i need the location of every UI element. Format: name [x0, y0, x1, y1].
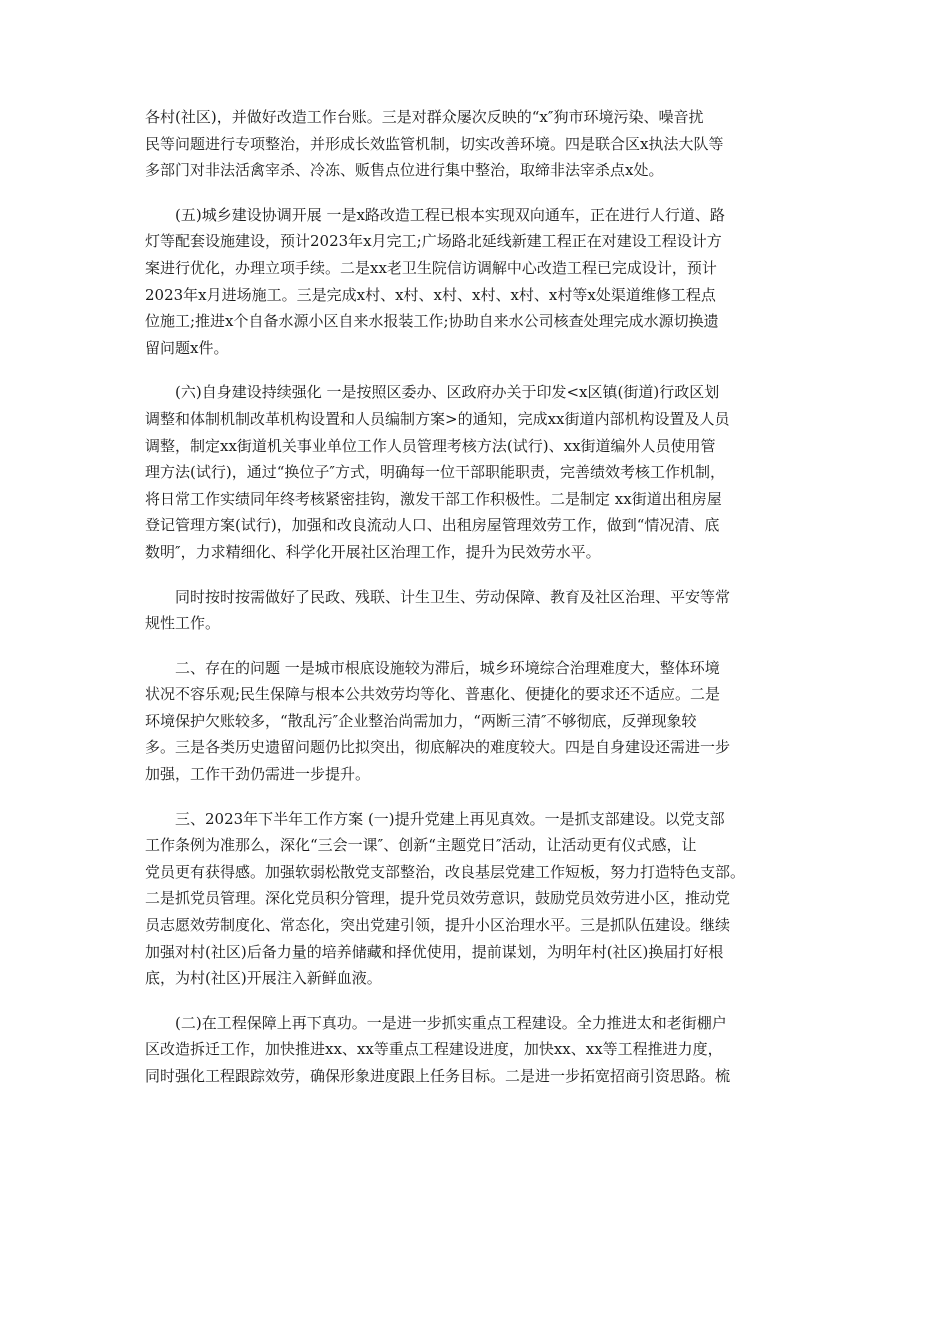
text-line: 案进行优化，办理立项手续。二是xx老卫生院信访调解中心改造工程已完成设计，预计	[145, 258, 717, 277]
text-line: 底，为村(社区)开展注入新鲜血液。	[145, 969, 382, 988]
text-line: 留问题x件。	[145, 338, 229, 357]
text-line: 同时按时按需做好了民政、残联、计生卫生、劳动保障、教育及社区治理、平安等常	[175, 587, 731, 606]
text-line: 将日常工作实绩同年终考核紧密挂钩，激发干部工作积极性。二是制定 xx街道出租房屋	[145, 489, 722, 508]
text-line: 规性工作。	[145, 614, 221, 633]
text-line: 党员更有获得感。加强软弱松散党支部整治，改良基层党建工作短板，努力打造特色支部。	[145, 862, 746, 881]
text-line: 加强，工作干劲仍需进一步提升。	[145, 765, 371, 784]
document-page	[145, 104, 805, 1108]
text-line: 加强对村(社区)后备力量的培养储藏和择优使用，提前谋划，为明年村(社区)换届打好根	[145, 942, 724, 961]
text-line: 多。三是各类历史遗留问题仍比拟突出，彻底解决的难度较大。四是自身建设还需进一步	[145, 738, 731, 757]
text-line: 灯等配套设施建设，预计2023年x月完工;广场路北延线新建工程正在对建设工程设计方	[145, 232, 722, 251]
text-line: 登记管理方案(试行)，加强和改良流动人口、出租房屋管理效劳工作，做到“情况清、底	[145, 516, 720, 535]
paragraph-urban-rural-construction	[145, 202, 805, 362]
text-line: 多部门对非法活禽宰杀、冷冻、贩售点位进行集中整治，取缔非法宰杀点x处。	[145, 161, 664, 180]
text-line: 调整，制定xx街道机关事业单位工作人员管理考核方法(试行)、xx街道编外人员使用管	[145, 436, 716, 455]
paragraph-village-rectification	[145, 104, 805, 184]
text-line: 区改造拆迁工作，加快推进xx、xx等重点工程建设进度，加快xx、xx等工程推进力度，	[145, 1040, 723, 1059]
text-line: 二、存在的问题 一是城市根底设施较为滞后，城乡环境综合治理难度大，整体环境	[175, 658, 720, 677]
text-line: 民等问题进行专项整治，并形成长效监管机制，切实改善环境。四是联合区x执法大队等	[145, 134, 724, 153]
text-line: 工作条例为准那么，深化“三会一课″、创新“主题党日″活动，让活动更有仪式感，让	[145, 836, 697, 855]
text-line: 状况不容乐观;民生保障与根本公共效劳均等化、普惠化、便捷化的要求还不适应。二是	[145, 685, 721, 704]
text-line: (二)在工程保障上再下真功。一是进一步抓实重点工程建设。全力推进太和老街棚户	[175, 1013, 727, 1032]
text-line: 2023年x月进场施工。三是完成x村、x村、x村、x村、x村、x村等x处渠道维修工程点	[145, 285, 716, 304]
text-line: (六)自身建设持续强化 一是按照区委办、区政府办关于印发<x区镇(街道)行政区划	[175, 383, 720, 402]
text-line: 同时强化工程跟踪效劳，确保形象进度跟上任务目标。二是进一步拓宽招商引资思路。梳	[145, 1067, 731, 1085]
paragraph-second-half-plan	[145, 806, 805, 992]
text-line: 环境保护欠账较多，“散乱污″企业整治尚需加力，“两断三清″不够彻底，反弹现象较	[145, 711, 697, 730]
text-line: 二是抓党员管理。深化党员积分管理，提升党员效劳意识，鼓励党员效劳进小区，推动党	[145, 889, 731, 908]
paragraph-routine-work	[145, 584, 805, 637]
paragraph-project-guarantee	[145, 1010, 805, 1090]
text-line: 位施工;推进x个自备水源小区自来水报装工作;协助自来水公司核查处理完成水源切换遗	[145, 312, 719, 331]
text-line: 三、2023年下半年工作方案 (一)提升党建上再见真效。一是抓支部建设。以党支部	[175, 809, 725, 828]
text-line: 理方法(试行)，通过“换位子″方式，明确每一位干部职能职责，完善绩效考核工作机制，	[145, 463, 725, 482]
text-line: 员志愿效劳制度化、常态化，突出党建引领，提升小区治理水平。三是抓队伍建设。继续	[145, 916, 731, 935]
paragraph-existing-problems	[145, 655, 805, 788]
text-line: 调整和体制机制改革机构设置和人员编制方案>的通知，完成xx街道内部机构设置及人员	[145, 409, 730, 428]
text-line: 数明″，力求精细化、科学化开展社区治理工作，提升为民效劳水平。	[145, 542, 601, 561]
paragraph-self-construction	[145, 379, 805, 565]
text-line: 各村(社区)，并做好改造工作台账。三是对群众屡次反映的“x″狗市环境污染、噪音扰	[145, 108, 704, 126]
text-line: (五)城乡建设协调开展 一是x路改造工程已根本实现双向通车，正在进行人行道、路	[175, 205, 725, 224]
